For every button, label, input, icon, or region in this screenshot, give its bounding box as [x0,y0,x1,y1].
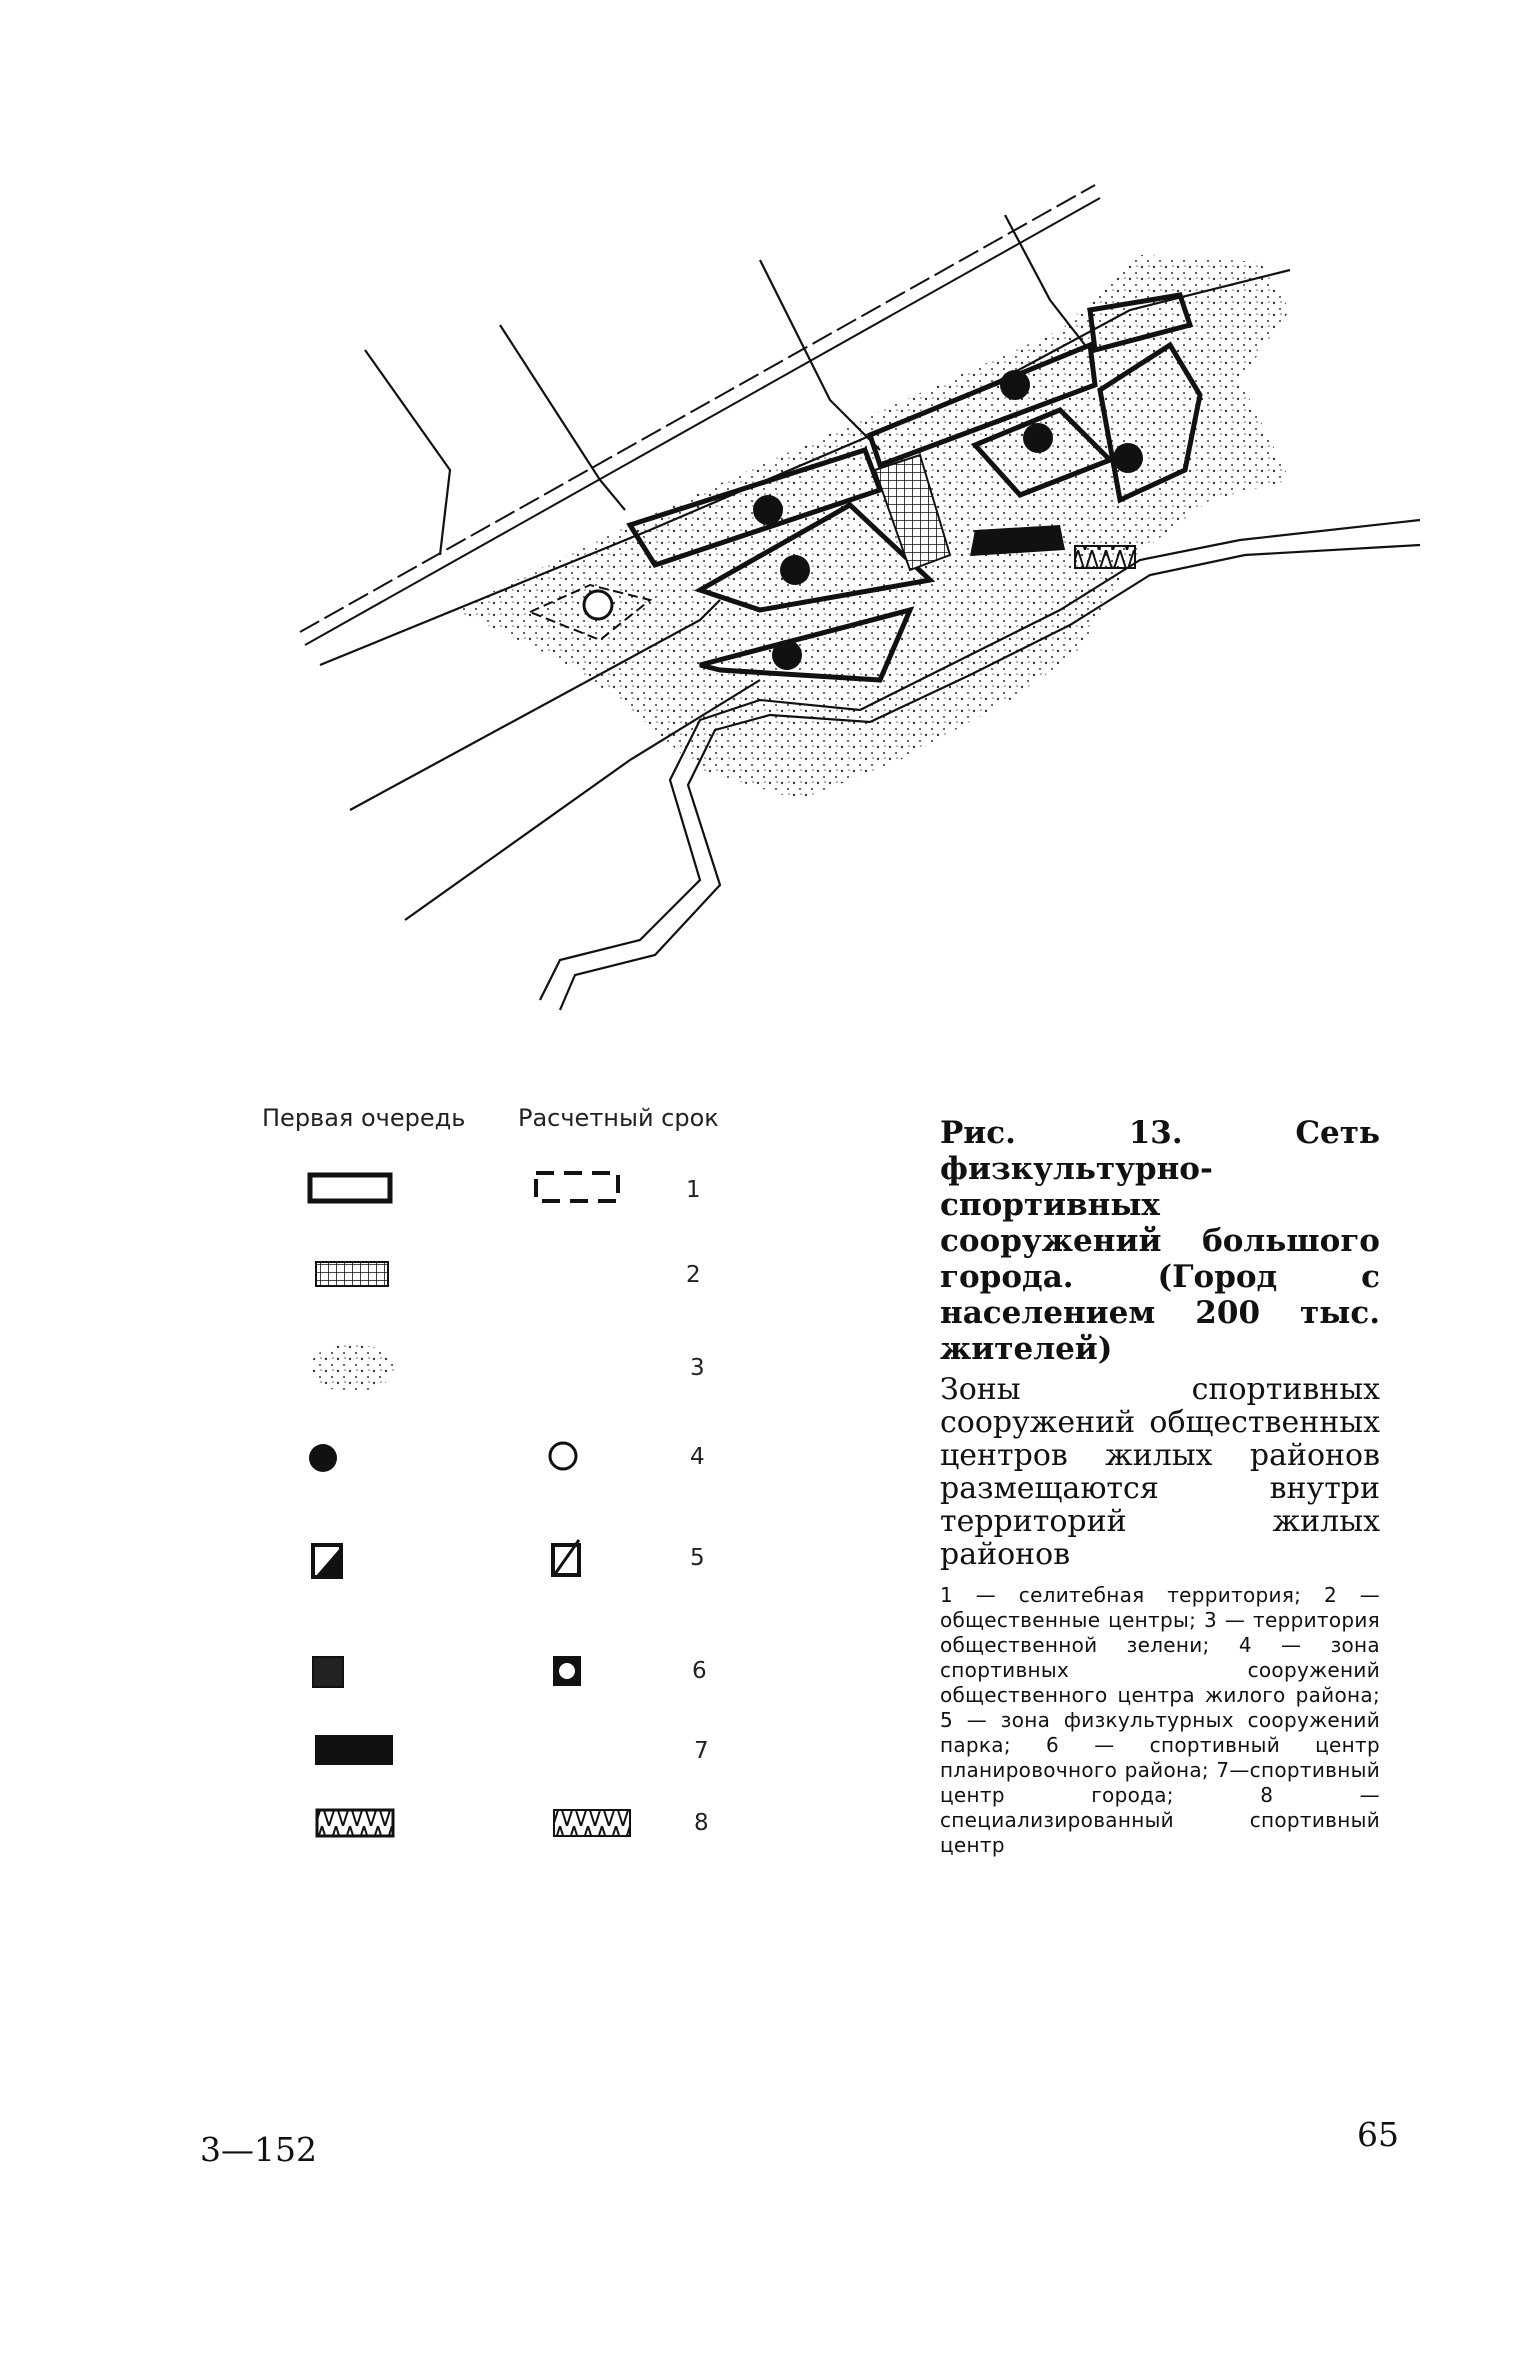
legend-num-7: 7 [694,1738,709,1764]
caption-notes: 1 — селитебная территория; 2 — общественные центры; 3 — территория общественной зелени; 4 — зона спортивных сооружений общественного центра жилого района; 5 — зона физкультурных сооружений парка; 6 — спортивный центр планировочного района; 7—спортивный центр города; 8 — специализированный спортивный центр [940,1583,1380,1857]
legend-num-4: 4 [690,1444,705,1470]
legend-6-first-symbol [313,1657,343,1687]
legend-3-first-symbol [310,1344,394,1392]
legend-8-planned-symbol [554,1810,630,1836]
legend-num-6: 6 [692,1658,707,1684]
legend-8-first-symbol [317,1810,393,1836]
legend-num-5: 5 [690,1545,705,1571]
legend-4-first-symbol [309,1444,337,1472]
caption-title: Рис. 13. Сеть физкультурно-спортивных сооружений большого города. (Город с населением 200 тыс. жителей) [940,1115,1380,1367]
legend-header-first-stage: Первая очередь [262,1104,466,1132]
legend-1-planned-symbol [536,1173,618,1201]
legend-num-8: 8 [694,1810,709,1836]
legend-1-first-symbol [310,1175,390,1201]
legend-num-3: 3 [690,1355,705,1381]
legend-4-planned-symbol [550,1443,576,1469]
legend-num-2: 2 [686,1262,701,1288]
printer-signature: 3—152 [200,2130,317,2169]
legend-7-first-symbol [315,1735,393,1765]
legend-num-1: 1 [686,1177,701,1203]
figure-caption [940,1115,1380,1858]
caption-body: Зоны спортивных сооружений общественных центров жилых районов размещаются внутри территорий жилых районов [940,1372,1380,1572]
specialized-sports-center [1075,546,1135,568]
legend-5-planned-symbol [553,1540,579,1575]
page-number: 65 [1357,2115,1399,2154]
legend-2-first-symbol [316,1262,388,1286]
planned-sports-zone [584,591,612,619]
legend-header-planned: Расчетный срок [518,1104,719,1132]
legend-5-first-symbol [313,1545,341,1577]
legend-6-planned-symbol [553,1656,581,1686]
city-sports-network-map [0,0,1536,1060]
